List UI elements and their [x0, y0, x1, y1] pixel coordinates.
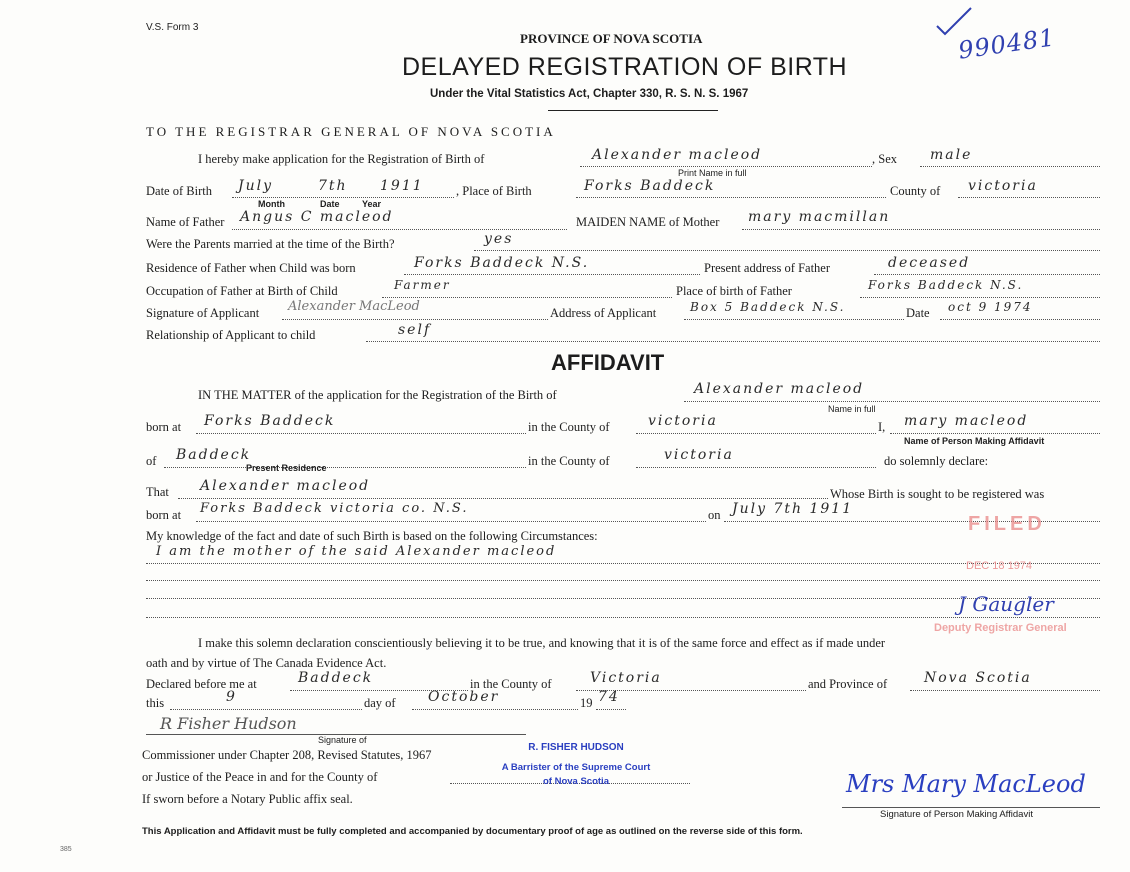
- born-at-label: born at: [146, 420, 182, 434]
- registrar-stamp: Deputy Registrar General: [934, 622, 1067, 634]
- married-label: Were the Parents married at the time of the Birth?: [146, 237, 395, 251]
- child-name-value[interactable]: Alexander macleod: [592, 147, 763, 163]
- registrar-signature: J Gaugler: [958, 592, 1054, 616]
- sex-value[interactable]: male: [930, 147, 973, 163]
- knowledge-label: My knowledge of the fact and date of such Birth is based on the following Circumstances:: [146, 529, 598, 543]
- affidavit-heading: AFFIDAVIT: [551, 350, 665, 375]
- born-at-value-2[interactable]: Forks Baddeck victoria co. N.S.: [200, 501, 469, 516]
- commissioner-stamp-name: R. FISHER HUDSON: [528, 742, 624, 753]
- notary-label: If sworn before a Notary Public affix seal.: [142, 792, 353, 806]
- matter-label: IN THE MATTER of the application for the Registration of the Birth of: [198, 388, 557, 402]
- occupation-label: Occupation of Father at Birth of Child: [146, 284, 338, 298]
- date-value[interactable]: oct 9 1974: [948, 300, 1033, 314]
- applicant-address-value[interactable]: Box 5 Baddeck N.S.: [690, 300, 846, 314]
- declared-county-value[interactable]: Victoria: [590, 670, 662, 686]
- year-prefix: 19: [580, 696, 593, 710]
- form-code: 385: [60, 846, 72, 853]
- dob-day-value[interactable]: 7th: [318, 178, 348, 194]
- dob-label: Date of Birth: [146, 184, 212, 198]
- residence-county-value[interactable]: victoria: [664, 447, 734, 463]
- declared-at-value[interactable]: Baddeck: [298, 670, 374, 686]
- mother-label: MAIDEN NAME of Mother: [576, 215, 720, 229]
- commissioner-stamp-line3: of Nova Scotia: [543, 776, 609, 787]
- filed-stamp: FILED: [968, 513, 1046, 535]
- county-of-label-3: in the County of: [470, 677, 552, 691]
- county-of-label: in the County of: [528, 420, 610, 434]
- commissioner-stamp-line2: A Barrister of the Supreme Court: [501, 762, 651, 773]
- applicant-address-label: Address of Applicant: [550, 306, 657, 320]
- signature-applicant-label: Signature of Applicant: [146, 306, 260, 320]
- married-value[interactable]: yes: [484, 231, 514, 247]
- this-label: this: [146, 696, 165, 710]
- circumstance-value[interactable]: I am the mother of the said Alexander macleod: [156, 544, 557, 559]
- deponent-signature-caption: Signature of Person Making Affidavit: [880, 809, 1033, 820]
- present-address-label: Present address of Father: [704, 261, 831, 275]
- born-county-value[interactable]: victoria: [648, 413, 718, 429]
- that-name-value[interactable]: Alexander macleod: [200, 478, 371, 494]
- declared-label: Declared before me at: [146, 677, 257, 691]
- mother-value[interactable]: mary macmillan: [748, 209, 891, 225]
- solemn-declaration-line1: I make this solemn declaration conscientiously believing it to be true, and knowing that it is of the same force and effect as if made under: [198, 636, 886, 650]
- addressee: TO THE REGISTRAR GENERAL OF NOVA SCOTIA: [146, 124, 556, 139]
- present-address-value[interactable]: deceased: [888, 255, 971, 271]
- i-label: I,: [878, 420, 886, 434]
- whose-birth-label: Whose Birth is sought to be registered was: [830, 487, 1045, 501]
- date-caption: Date: [320, 199, 340, 209]
- province-heading: PROVINCE OF NOVA SCOTIA: [520, 31, 703, 46]
- relationship-value[interactable]: self: [398, 322, 432, 338]
- that-label: That: [146, 485, 169, 499]
- justice-label: or Justice of the Peace in and for the County of: [142, 770, 378, 784]
- dob-year-value[interactable]: 1911: [380, 178, 424, 194]
- father-pob-label: Place of birth of Father: [676, 284, 792, 298]
- filed-date-stamp: DEC 18 1974: [966, 560, 1033, 572]
- on-label: on: [708, 508, 721, 522]
- of-place-value[interactable]: Baddeck: [176, 447, 252, 463]
- dob-month-value[interactable]: July: [238, 178, 274, 194]
- year-caption: Year: [362, 199, 382, 209]
- page-title: DELAYED REGISTRATION OF BIRTH: [402, 53, 848, 81]
- month-value[interactable]: October: [428, 689, 500, 705]
- day-of-label: day of: [364, 696, 396, 710]
- father-pob-value[interactable]: Forks Baddeck N.S.: [868, 278, 1024, 292]
- day-value[interactable]: 9: [226, 689, 237, 705]
- residence-label: Residence of Father when Child was born: [146, 261, 356, 275]
- county-of-label-2: in the County of: [528, 454, 610, 468]
- on-date-value[interactable]: July 7th 1911: [732, 501, 854, 517]
- county-value[interactable]: victoria: [968, 178, 1038, 194]
- father-label: Name of Father: [146, 215, 225, 229]
- present-residence-caption: Present Residence: [246, 463, 327, 473]
- year-value[interactable]: 74: [598, 689, 620, 705]
- born-at-value[interactable]: Forks Baddeck: [204, 413, 336, 429]
- footer-notice: This Application and Affidavit must be fully completed and accompanied by documentary proof of age as outlined on the reverse side of this form.: [142, 826, 803, 837]
- declare-label: do solemnly declare:: [884, 454, 989, 468]
- province-label: and Province of: [808, 677, 888, 691]
- sex-label: , Sex: [872, 152, 897, 166]
- applicant-signature: Alexander MacLeod: [288, 299, 420, 314]
- born-at-label-2: born at: [146, 508, 182, 522]
- deponent-caption: Name of Person Making Affidavit: [904, 436, 1045, 446]
- relationship-label: Relationship of Applicant to child: [146, 328, 316, 342]
- intro-label: I hereby make application for the Registration of Birth of: [198, 152, 485, 166]
- pob-label: , Place of Birth: [456, 184, 532, 198]
- deponent-value[interactable]: mary macleod: [904, 413, 1029, 429]
- registration-number: 990481: [956, 23, 1058, 65]
- page-subtitle: Under the Vital Statistics Act, Chapter 330, R. S. N. S. 1967: [430, 88, 749, 100]
- title-rule: [548, 110, 718, 111]
- commissioner-signature: R Fisher Hudson: [160, 714, 297, 733]
- month-caption: Month: [258, 199, 285, 209]
- commissioner-label: Commissioner under Chapter 208, Revised Statutes, 1967: [142, 748, 432, 762]
- print-name-caption: Print Name in full: [678, 168, 747, 178]
- occupation-value[interactable]: Farmer: [394, 278, 451, 292]
- residence-value[interactable]: Forks Baddeck N.S.: [414, 255, 590, 271]
- province-value[interactable]: Nova Scotia: [924, 670, 1032, 686]
- solemn-declaration-line2: oath and by virtue of The Canada Evidence Act.: [146, 656, 387, 670]
- county-label: County of: [890, 184, 941, 198]
- form-number: V.S. Form 3: [146, 22, 199, 33]
- deponent-signature: Mrs Mary MacLeod: [846, 770, 1086, 798]
- pob-value[interactable]: Forks Baddeck: [584, 178, 716, 194]
- signature-of-caption: Signature of: [318, 735, 367, 745]
- matter-name-value[interactable]: Alexander macleod: [694, 381, 865, 397]
- of-label: of: [146, 454, 157, 468]
- name-in-full-caption: Name in full: [828, 404, 876, 414]
- date-label: Date: [906, 306, 930, 320]
- father-value[interactable]: Angus C macleod: [240, 209, 394, 225]
